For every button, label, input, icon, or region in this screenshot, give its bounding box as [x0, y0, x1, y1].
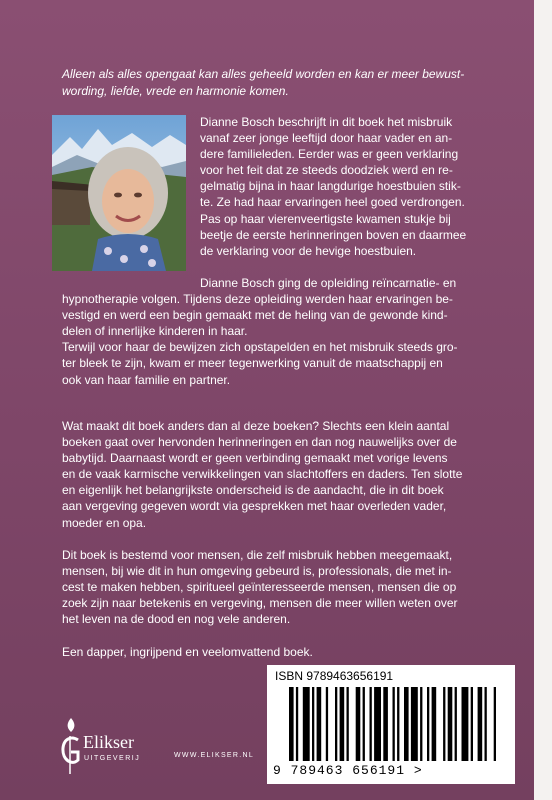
tagline-quote — [62, 66, 514, 100]
bio-line: te. Ze had haar ervaringen heel goed verdrongen. — [200, 195, 465, 210]
paragraph-line: Dit boek is bestemd voor mensen, die zelf misbruik hebben meegemaakt, — [62, 548, 453, 562]
paragraph-line: en de vaak karmische verwikkelingen van slachtoffers en daders. Ten slotte — [62, 467, 463, 482]
paragraph-line: het leven na de dood en nog vele anderen. — [62, 612, 291, 627]
closing-line: Een dapper, ingrijpend en veelomvattend boek. — [62, 645, 313, 659]
bio-line: Pas op haar vierenveertigste kwamen stukje bij — [200, 211, 451, 226]
paragraph-line: babytijd. Daarnaast wordt er geen verbinding gemaakt met vorige levens — [62, 451, 448, 466]
bio-line: ter bleek te zijn, kwam er meer tegenwerking vanuit de maatschappij en — [62, 356, 443, 371]
bio-line: delen of innerlijke kinderen in haar. — [62, 324, 248, 339]
bio-line: de verklaring voor de hevige hoestbuien. — [200, 243, 417, 258]
paragraph-audience — [62, 547, 514, 627]
bio-line: hypnotherapie volgen. Tijdens deze opleiding werden haar ervaringen be- — [62, 292, 453, 307]
author-bio-continued — [62, 275, 514, 388]
paragraph-line: aan vergeving gegeven wordt via gesprekken met haar overleden vader, — [62, 499, 447, 514]
publisher-url: WWW.ELIKSER.NL — [174, 752, 255, 759]
bio-line: Dianne Bosch beschrijft in dit boek het misbruik — [200, 115, 453, 129]
barcode-image — [275, 687, 507, 763]
paragraph-line: mensen, bij wie dit in hun omgeving gebeurd is, professionals, die met in- — [62, 564, 452, 579]
quote-line: wording, liefde, vrede en harmonie komen. — [62, 84, 289, 98]
page-edge — [534, 0, 552, 800]
paragraph-line: zoek zijn naar betekenis en vergeving, mensen die meer willen weten over — [62, 596, 458, 611]
quote-line: Alleen als alles opengaat kan alles geheeld worden en kan er meer bewust- — [62, 67, 465, 81]
paragraph-line: Wat maakt dit boek anders dan al deze boeken? Slechts een klein aantal — [62, 419, 450, 433]
flame-g-icon — [58, 716, 84, 776]
bio-line: voor het feit dat ze steeds doodziek werd en re- — [200, 163, 453, 178]
bio-line: vestigd en werd een begin gemaakt met de heling van de gewonde kind- — [62, 308, 448, 323]
isbn-label: ISBN 9789463656191 — [275, 669, 394, 683]
author-photo — [52, 115, 186, 271]
isbn-barcode-box — [267, 665, 515, 784]
bio-line: ook van haar familie en partner. — [62, 372, 231, 387]
barcode-number: 9 789463 656191 > — [273, 763, 423, 778]
paragraph-line: cest te maken hebben, spiritueel geïnteresseerde mensen, mensen die op — [62, 580, 457, 595]
bio-line: gelmatig bijna in haar langdurige hoestbuien stik- — [200, 179, 461, 194]
author-bio — [200, 114, 514, 259]
bio-line: beetje de eerste herinneringen boven en daarmee — [200, 227, 467, 242]
publisher-name: Elikser — [83, 732, 134, 752]
paragraph-line: boeken gaat over hervonden herinneringen en dan nog nauwelijks over de — [62, 435, 457, 450]
publisher-logo — [58, 716, 168, 776]
bio-line: vanaf zeer jonge leeftijd door haar vader en an- — [200, 131, 453, 146]
paragraph-distinction — [62, 418, 514, 531]
publisher-subtitle: UITGEVERIJ — [84, 755, 141, 762]
bio-line: Dianne Bosch ging de opleiding reïncarnatie- en — [200, 276, 457, 290]
bio-line: Terwijl voor haar de bewijzen zich opstapelden en het misbruik steeds gro- — [62, 340, 458, 355]
paragraph-line: en eigenlijk het belangrijkste onderscheid is de aandacht, die in dit boek — [62, 483, 444, 498]
paragraph-line: moeder en opa. — [62, 515, 147, 530]
bio-line: dere familieleden. Eerder was er geen verklaring — [200, 147, 459, 162]
